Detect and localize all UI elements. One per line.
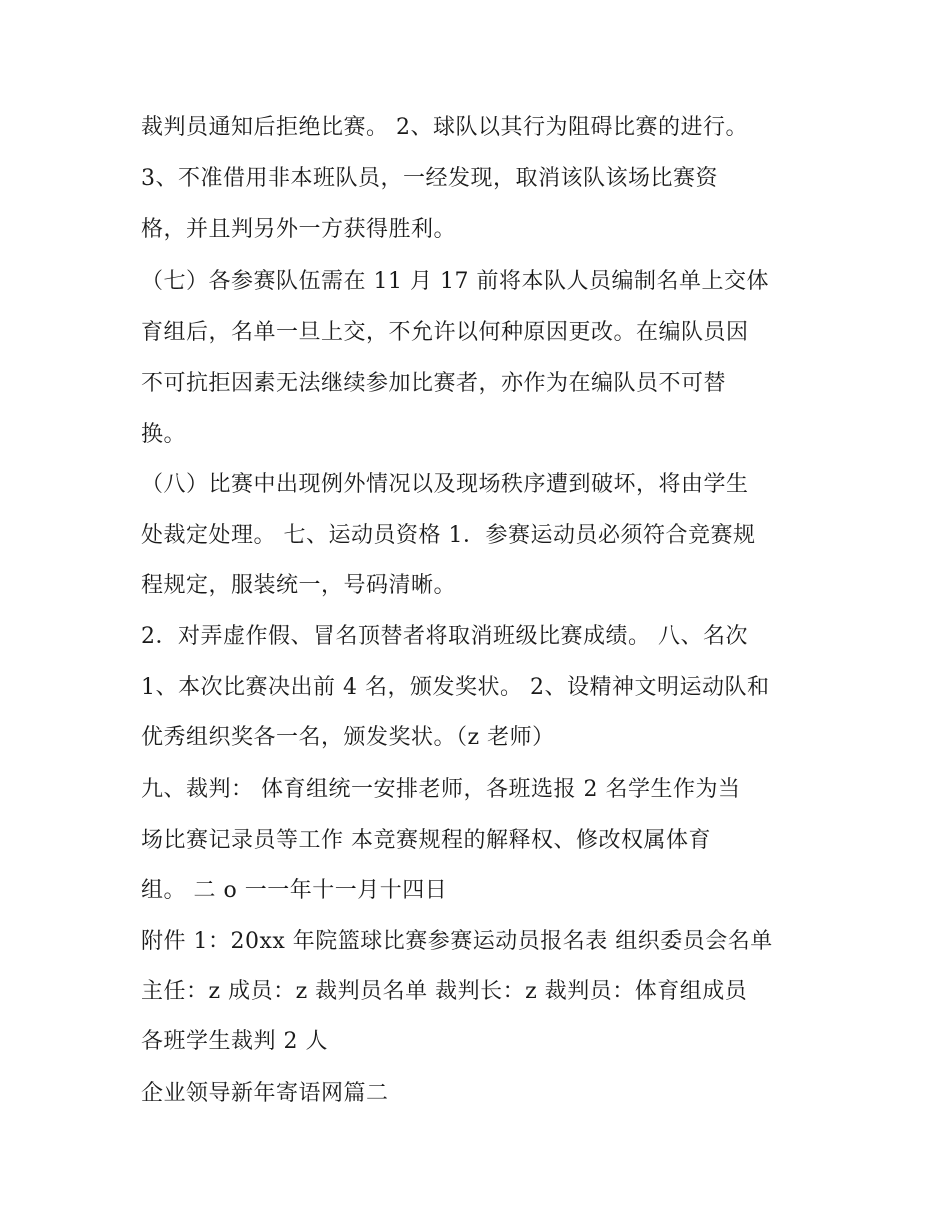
- text-line: 处裁定处理。 七、运动员资格 1．参赛运动员必须符合竞赛规: [141, 523, 756, 548]
- text-line: 格，并且判另外一方获得胜利。: [141, 217, 457, 242]
- text-line: （八）比赛中出现例外情况以及现场秩序遭到破坏，将由学生: [141, 472, 749, 497]
- text-line: 不可抗拒因素无法继续参加比赛者，亦作为在编队员不可替: [141, 371, 727, 396]
- text-line: 程规定，服装统一，号码清晰。: [141, 573, 457, 598]
- section-heading: 企业领导新年寄语网篇二: [141, 1081, 389, 1106]
- text-line: 组。 二 o 一一年十一月十四日: [141, 878, 448, 903]
- text-line: 3、不准借用非本班队员，一经发现，取消该队该场比赛资: [141, 166, 718, 191]
- text-line: 附件 1：20xx 年院篮球比赛参赛运动员报名表 组织委员会名单: [141, 929, 773, 954]
- text-line: 优秀组织奖各一名，颁发奖状。（z 老师）: [141, 725, 555, 750]
- text-line: 九、裁判： 体育组统一安排老师，各班选报 2 名学生作为当: [141, 777, 741, 802]
- text-line: 主任：z 成员：z 裁判员名单 裁判长：z 裁判员：体育组成员: [141, 979, 748, 1004]
- text-line: 2．对弄虚作假、冒名顶替者将取消班级比赛成绩。 八、名次: [141, 624, 748, 649]
- text-line: 育组后，名单一旦上交，不允许以何种原因更改。在编队员因: [141, 320, 749, 345]
- text-line: 裁判员通知后拒绝比赛。 2、球队以其行为阻碍比赛的进行。: [141, 115, 748, 140]
- text-line: 场比赛记录员等工作 本竞赛规程的解释权、修改权属体育: [141, 828, 711, 853]
- text-line: 换。: [141, 422, 187, 447]
- text-line: 各班学生裁判 2 人: [141, 1029, 328, 1054]
- text-line: （七）各参赛队伍需在 11 月 17 前将本队人员编制名单上交体: [141, 269, 769, 294]
- text-line: 1、本次比赛决出前 4 名，颁发奖状。 2、设精神文明运动队和: [141, 675, 770, 700]
